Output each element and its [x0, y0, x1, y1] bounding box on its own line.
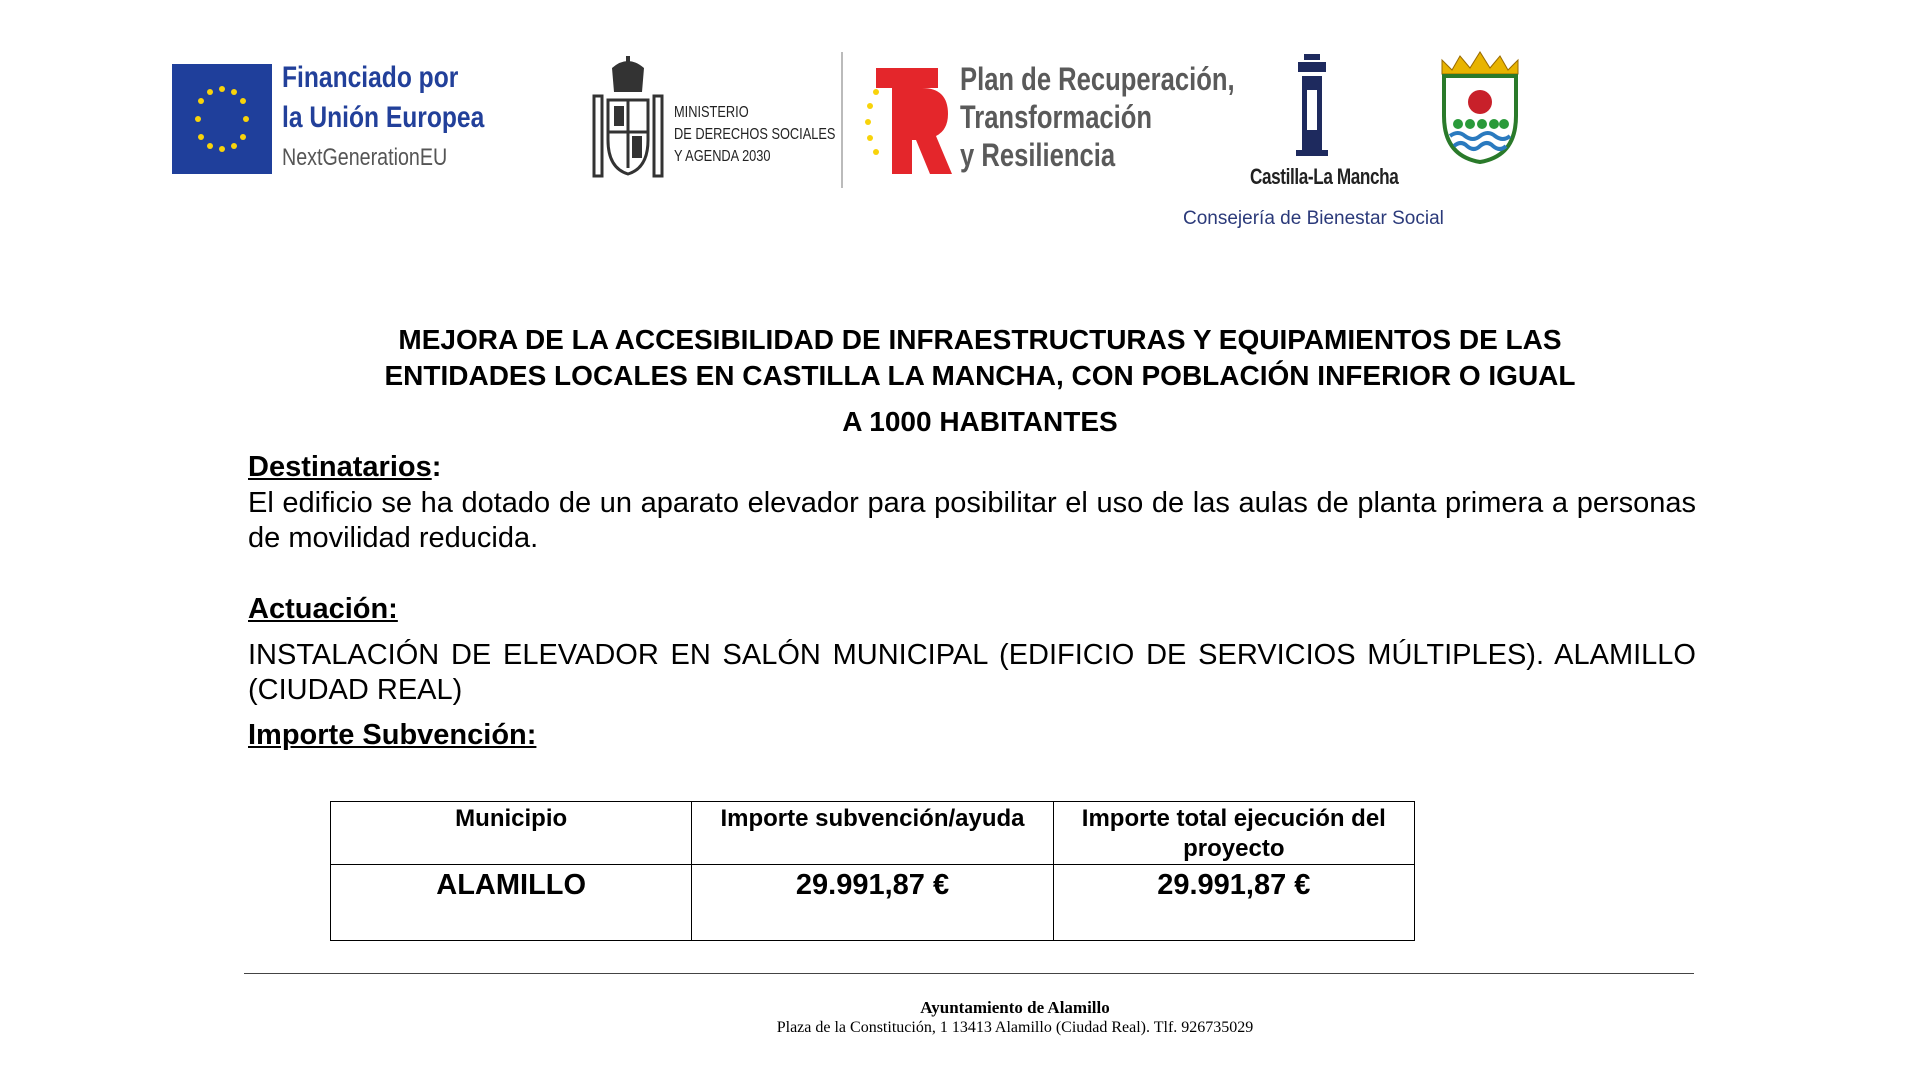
- title-line-2: ENTIDADES LOCALES EN CASTILLA LA MANCHA, CON POBLACIÓN INFERIOR O IGUAL: [384, 360, 1576, 391]
- eu-line-1: Financiado por: [282, 61, 459, 94]
- plan-line-3: y Resiliencia: [960, 137, 1116, 173]
- header-importe-total: Importe total ejecución del proyecto: [1053, 802, 1414, 865]
- header-divider: [841, 52, 843, 188]
- footer-name: Ayuntamiento de Alamillo: [920, 998, 1110, 1017]
- actuacion-heading: Actuación:: [248, 593, 398, 625]
- spain-coat-of-arms-logo: [590, 56, 666, 186]
- title-line-1: MEJORA DE LA ACCESIBILIDAD DE INFRAESTRUCTURAS Y EQUIPAMIENTOS DE LAS: [398, 324, 1562, 355]
- ministry-line-2: DE DERECHOS SOCIALES: [674, 126, 836, 143]
- header-importe-subvencion: Importe subvención/ayuda: [692, 802, 1053, 865]
- department-name: Consejería de Bienestar Social: [1183, 208, 1444, 229]
- footer-divider: [244, 973, 1694, 974]
- subsidy-table: [330, 801, 1415, 941]
- plan-line-1: Plan de Recuperación,: [960, 61, 1235, 97]
- cell-importe-total: 29.991,87 €: [1053, 865, 1414, 941]
- cell-municipio: ALAMILLO: [331, 865, 692, 941]
- destinatarios-heading-wrap: [248, 451, 441, 484]
- destinatarios-colon: :: [431, 451, 442, 483]
- destinatarios-heading: Destinatarios: [248, 451, 432, 483]
- eu-flag-logo: [172, 64, 272, 174]
- plan-line-2: Transformación: [960, 99, 1153, 135]
- actuacion-text: INSTALACIÓN DE ELEVADOR EN SALÓN MUNICIPAL (EDIFICIO DE SERVICIOS MÚLTIPLES). ALAMILLO (CIUDAD REAL): [248, 639, 1696, 706]
- eu-line-3: NextGenerationEU: [282, 144, 448, 171]
- cell-importe-subvencion: 29.991,87 €: [692, 865, 1053, 941]
- title-line-3: A 1000 HABITANTES: [842, 406, 1118, 437]
- eu-funding-text: [282, 58, 529, 178]
- recovery-plan-text: [960, 60, 1303, 174]
- table-header-row: [331, 802, 1415, 865]
- eu-line-2: la Unión Europea: [282, 101, 485, 134]
- region-name: Castilla-La Mancha: [1250, 164, 1399, 189]
- ministry-name: [674, 102, 835, 168]
- destinatarios-text: El edificio se ha dotado de un aparato elevador para posibilitar el uso de las aulas de planta primera a personas de movilidad reducida.: [248, 487, 1696, 554]
- ministry-line-3: Y AGENDA 2030: [674, 148, 771, 165]
- alamillo-coat-of-arms-logo: [1432, 50, 1528, 168]
- header-municipio: Municipio: [331, 802, 692, 865]
- ministry-line-1: MINISTERIO: [674, 104, 749, 121]
- recovery-plan-logo: [862, 62, 952, 180]
- footer-address: Plaza de la Constitución, 1 13413 Alamillo (Ciudad Real). Tlf. 926735029: [776, 1019, 1254, 1036]
- table-row: [331, 865, 1415, 941]
- importe-heading: Importe Subvención:: [248, 719, 537, 751]
- castilla-la-mancha-logo: [1292, 54, 1332, 158]
